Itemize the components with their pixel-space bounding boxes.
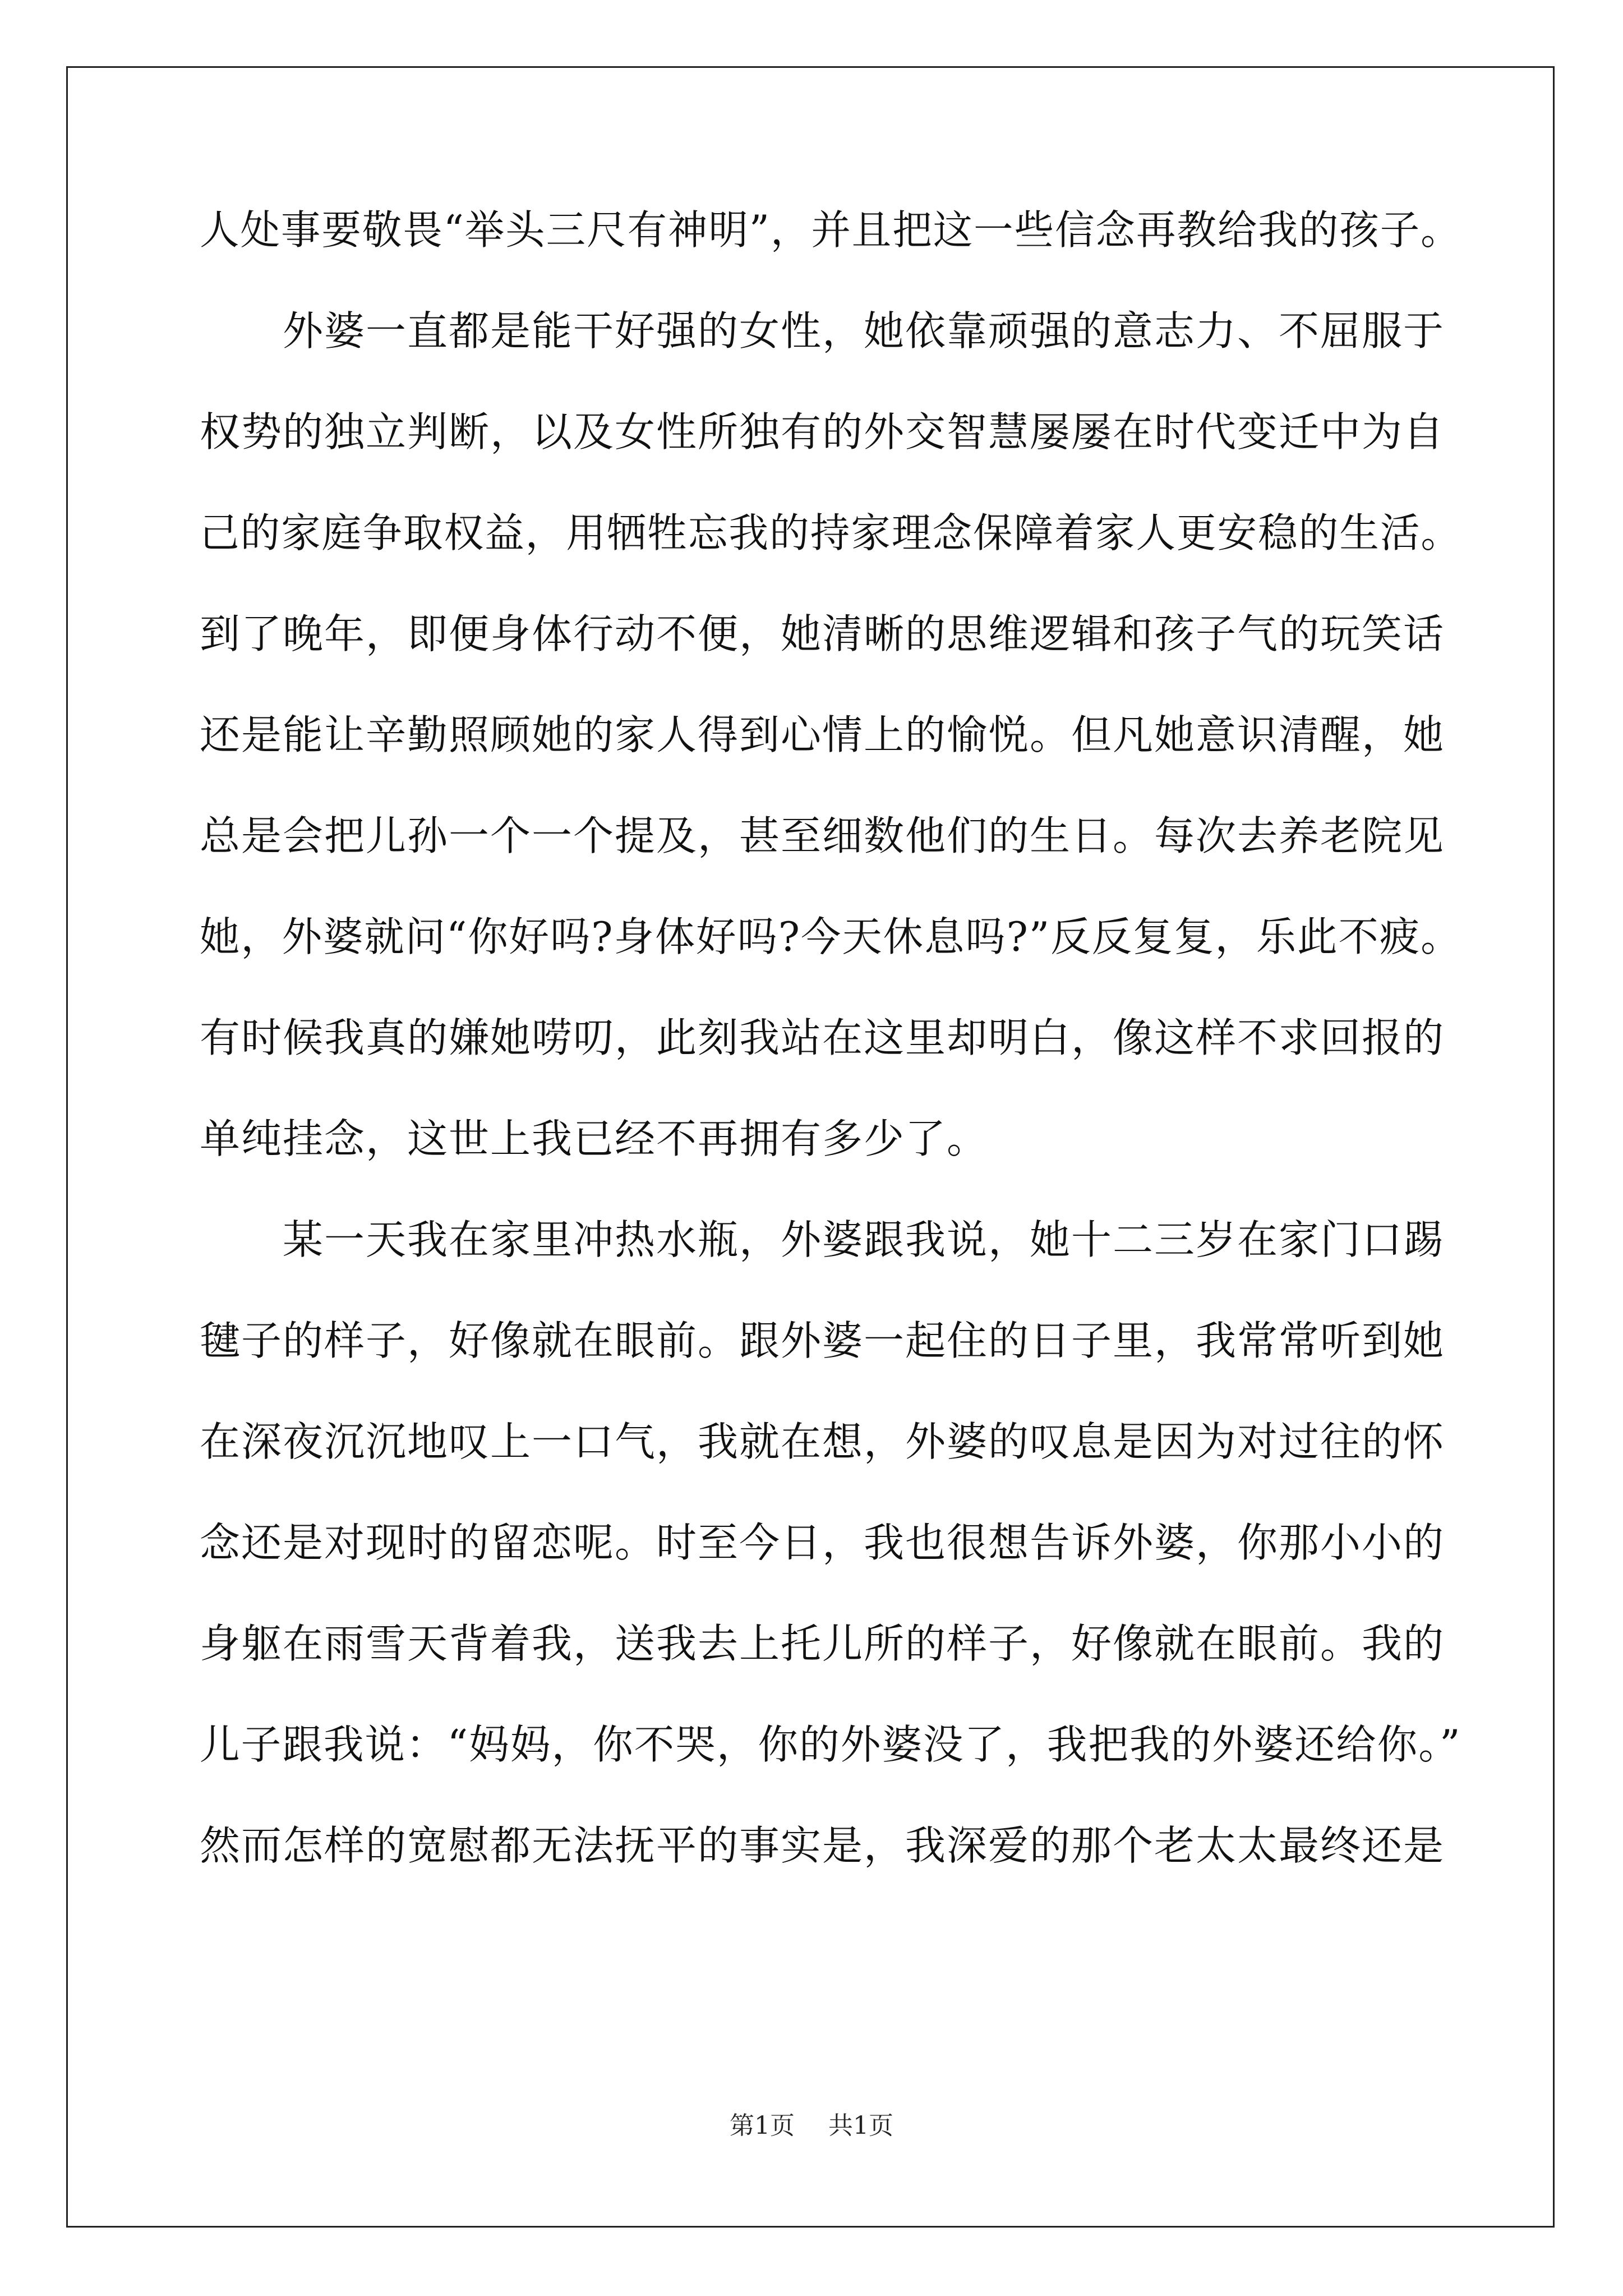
text-line: 有时候我真的嫌她唠叨，此刻我站在这里却明白，像这样不求回报的 <box>200 1014 1445 1061</box>
text-line: 己的家庭争取权益，用牺牲忘我的持家理念保障着家人更安稳的生活。 <box>200 509 1462 556</box>
text-line: 权势的独立判断，以及女性所独有的外交智慧屡屡在时代变迁中为自 <box>200 408 1445 455</box>
text-line: 还是能让辛勤照顾她的家人得到心情上的愉悦。但凡她意识清醒，她 <box>200 711 1445 758</box>
text-line: 她，外婆就问“你好吗?身体好吗?今天休息吗?”反反复复，乐此不疲。 <box>200 913 1462 960</box>
text-line: 人处事要敬畏“举头三尺有神明”，并且把这一些信念再教给我的孩子。 <box>200 206 1461 254</box>
text-line: 外婆一直都是能干好强的女性，她依靠顽强的意志力、不屈服于 <box>200 307 1445 355</box>
page-count: 共1页 <box>828 2111 893 2140</box>
text-line: 在深夜沉沉地叹上一口气，我就在想，外婆的叹息是因为对过往的怀 <box>200 1418 1445 1465</box>
text-line: 念还是对现时的留恋呢。时至今日，我也很想告诉外婆，你那小小的 <box>200 1519 1445 1566</box>
page-footer <box>0 2109 1623 2143</box>
text-line: 身躯在雨雪天背着我，送我去上托儿所的样子，好像就在眼前。我的 <box>200 1620 1445 1667</box>
text-line: 毽子的样子，好像就在眼前。跟外婆一起住的日子里，我常常听到她 <box>200 1317 1445 1364</box>
page-number: 第1页 <box>730 2111 795 2140</box>
text-line: 单纯挂念，这世上我已经不再拥有多少了。 <box>200 1115 989 1162</box>
text-line: 然而怎样的宽慰都无法抚平的事实是，我深爱的那个老太太最终还是 <box>200 1822 1445 1869</box>
text-line: 总是会把儿孙一个一个提及，甚至细数他们的生日。每次去养老院见 <box>200 812 1445 859</box>
text-line: 儿子跟我说：“妈妈，你不哭，你的外婆没了，我把我的外婆还给你。” <box>200 1721 1461 1768</box>
text-line: 到了晚年，即便身体行动不便，她清晰的思维逻辑和孩子气的玩笑话 <box>200 610 1445 657</box>
text-line: 某一天我在家里冲热水瓶，外婆跟我说，她十二三岁在家门口踢 <box>200 1216 1445 1263</box>
